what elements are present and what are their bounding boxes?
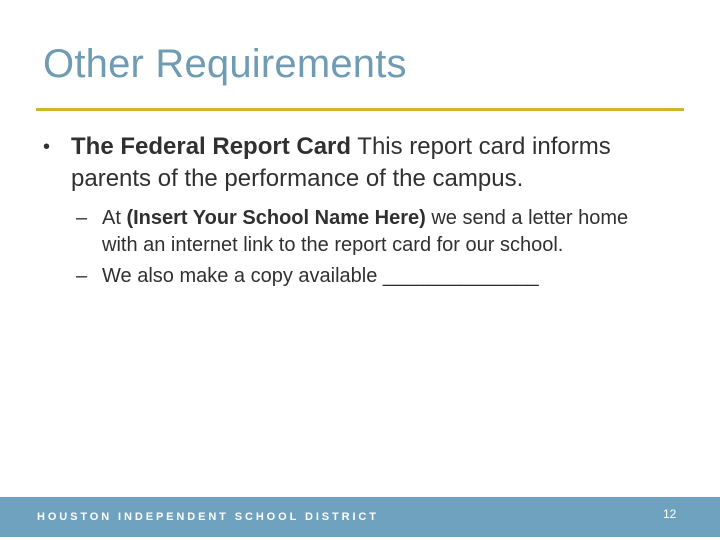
- slide-title: Other Requirements: [43, 42, 407, 86]
- sub-bullet-1: [40, 205, 660, 259]
- bullet-bold-lead: The Federal Report Card: [71, 133, 352, 160]
- footer-org-name: HOUSTON INDEPENDENT SCHOOL DISTRICT: [37, 511, 379, 523]
- page-number: 12: [663, 507, 677, 521]
- school-name-placeholder: (Insert Your School Name Here): [126, 207, 426, 229]
- sub-bullet-prefix: At: [102, 207, 127, 229]
- bullet-text: This report card informs parents of the performance of the campus.: [71, 133, 611, 192]
- title-divider: [36, 108, 684, 111]
- sub-bullet-2: [40, 263, 660, 290]
- footer-bar: [0, 497, 720, 537]
- slide-body: [40, 131, 660, 290]
- sub-bullet-dash: –: [76, 265, 88, 287]
- sub-bullet-text: we send a letter home with an internet link to the report card for our school.: [102, 207, 629, 256]
- bullet-item: [40, 131, 660, 195]
- bullet-marker: •: [43, 136, 51, 158]
- sub-bullet-text: We also make a copy available ______________: [102, 265, 539, 287]
- sub-bullet-dash: –: [76, 207, 88, 229]
